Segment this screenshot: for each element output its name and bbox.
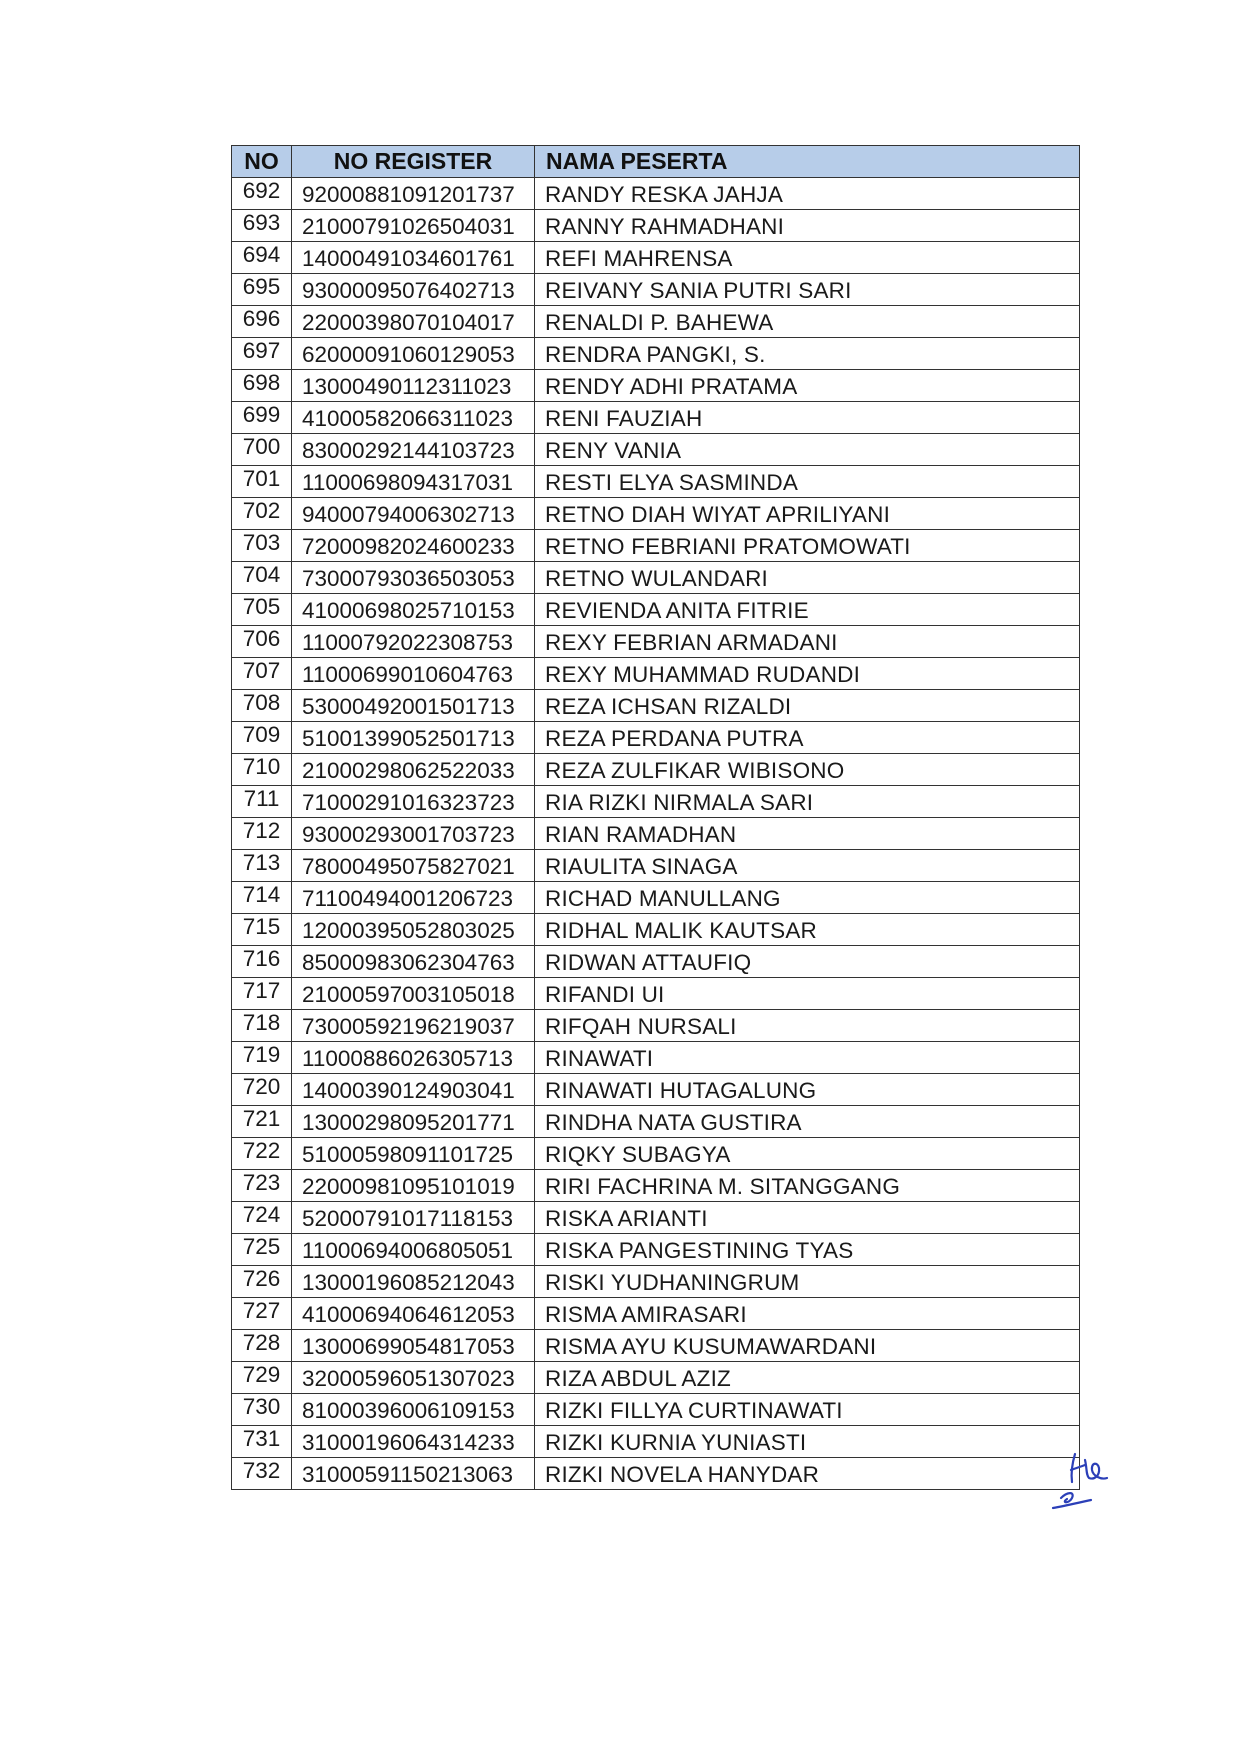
table-row: [232, 850, 1080, 882]
cell-register: 12000395052803025: [292, 914, 535, 946]
cell-no: 725: [232, 1234, 292, 1266]
cell-register: 11000694006805051: [292, 1234, 535, 1266]
cell-name: RIZA ABDUL AZIZ: [535, 1362, 1080, 1394]
cell-name: RIAULITA SINAGA: [535, 850, 1080, 882]
cell-register: 21000298062522033: [292, 754, 535, 786]
table-row: [232, 434, 1080, 466]
table-row: [232, 1298, 1080, 1330]
cell-no: 698: [232, 370, 292, 402]
cell-name: RANDY RESKA JAHJA: [535, 178, 1080, 210]
cell-register: 13000699054817053: [292, 1330, 535, 1362]
table-row: [232, 658, 1080, 690]
cell-name: REZA ICHSAN RIZALDI: [535, 690, 1080, 722]
table-body: [232, 178, 1080, 1490]
table-row: [232, 210, 1080, 242]
table-row: [232, 1362, 1080, 1394]
table-row: [232, 1170, 1080, 1202]
table-row: [232, 1266, 1080, 1298]
cell-no: 721: [232, 1106, 292, 1138]
cell-register: 73000793036503053: [292, 562, 535, 594]
cell-register: 53000492001501713: [292, 690, 535, 722]
cell-name: RIQKY SUBAGYA: [535, 1138, 1080, 1170]
table-row: [232, 1042, 1080, 1074]
handwritten-initials-icon: [1045, 1448, 1115, 1518]
cell-register: 52000791017118153: [292, 1202, 535, 1234]
cell-register: 14000491034601761: [292, 242, 535, 274]
cell-register: 83000292144103723: [292, 434, 535, 466]
cell-no: 693: [232, 210, 292, 242]
cell-register: 93000095076402713: [292, 274, 535, 306]
cell-name: RINAWATI HUTAGALUNG: [535, 1074, 1080, 1106]
table-row: [232, 1010, 1080, 1042]
table-header-row: [232, 146, 1080, 178]
header-name: NAMA PESERTA: [535, 146, 1080, 178]
cell-name: RISKA PANGESTINING TYAS: [535, 1234, 1080, 1266]
table-row: [232, 946, 1080, 978]
cell-register: 81000396006109153: [292, 1394, 535, 1426]
cell-name: RIDWAN ATTAUFIQ: [535, 946, 1080, 978]
table-row: [232, 274, 1080, 306]
cell-register: 11000698094317031: [292, 466, 535, 498]
cell-register: 31000196064314233: [292, 1426, 535, 1458]
cell-register: 11000886026305713: [292, 1042, 535, 1074]
cell-name: RIAN RAMADHAN: [535, 818, 1080, 850]
cell-name: RINAWATI: [535, 1042, 1080, 1074]
cell-name: RIZKI NOVELA HANYDAR: [535, 1458, 1080, 1490]
cell-register: 41000694064612053: [292, 1298, 535, 1330]
cell-name: RENALDI P. BAHEWA: [535, 306, 1080, 338]
cell-no: 718: [232, 1010, 292, 1042]
cell-name: RIFANDI UI: [535, 978, 1080, 1010]
cell-no: 715: [232, 914, 292, 946]
cell-name: RIZKI KURNIA YUNIASTI: [535, 1426, 1080, 1458]
cell-register: 13000490112311023: [292, 370, 535, 402]
table-row: [232, 306, 1080, 338]
cell-register: 94000794006302713: [292, 498, 535, 530]
cell-no: 697: [232, 338, 292, 370]
cell-name: RESTI ELYA SASMINDA: [535, 466, 1080, 498]
cell-name: RETNO DIAH WIYAT APRILIYANI: [535, 498, 1080, 530]
cell-register: 62000091060129053: [292, 338, 535, 370]
cell-no: 701: [232, 466, 292, 498]
cell-no: 704: [232, 562, 292, 594]
table-row: [232, 1202, 1080, 1234]
cell-no: 709: [232, 722, 292, 754]
cell-register: 72000982024600233: [292, 530, 535, 562]
cell-name: REZA PERDANA PUTRA: [535, 722, 1080, 754]
cell-name: RENI FAUZIAH: [535, 402, 1080, 434]
cell-name: RIDHAL MALIK KAUTSAR: [535, 914, 1080, 946]
cell-no: 728: [232, 1330, 292, 1362]
cell-no: 703: [232, 530, 292, 562]
cell-name: REVIENDA ANITA FITRIE: [535, 594, 1080, 626]
cell-name: RANNY RAHMADHANI: [535, 210, 1080, 242]
header-register: NO REGISTER: [292, 146, 535, 178]
cell-register: 13000196085212043: [292, 1266, 535, 1298]
cell-register: 51000598091101725: [292, 1138, 535, 1170]
table-row: [232, 1106, 1080, 1138]
cell-no: 731: [232, 1426, 292, 1458]
cell-no: 727: [232, 1298, 292, 1330]
cell-name: REFI MAHRENSA: [535, 242, 1080, 274]
cell-register: 78000495075827021: [292, 850, 535, 882]
cell-register: 22000981095101019: [292, 1170, 535, 1202]
cell-no: 730: [232, 1394, 292, 1426]
cell-register: 32000596051307023: [292, 1362, 535, 1394]
cell-register: 92000881091201737: [292, 178, 535, 210]
cell-register: 11000792022308753: [292, 626, 535, 658]
table-row: [232, 1458, 1080, 1490]
cell-register: 71000291016323723: [292, 786, 535, 818]
table-row: [232, 178, 1080, 210]
table-row: [232, 1138, 1080, 1170]
table-row: [232, 242, 1080, 274]
cell-no: 695: [232, 274, 292, 306]
cell-register: 71100494001206723: [292, 882, 535, 914]
cell-no: 724: [232, 1202, 292, 1234]
cell-register: 14000390124903041: [292, 1074, 535, 1106]
cell-name: RIRI FACHRINA M. SITANGGANG: [535, 1170, 1080, 1202]
table-row: [232, 530, 1080, 562]
cell-no: 719: [232, 1042, 292, 1074]
cell-register: 41000698025710153: [292, 594, 535, 626]
cell-register: 73000592196219037: [292, 1010, 535, 1042]
table-row: [232, 882, 1080, 914]
table-row: [232, 338, 1080, 370]
cell-name: REXY FEBRIAN ARMADANI: [535, 626, 1080, 658]
cell-name: RETNO WULANDARI: [535, 562, 1080, 594]
cell-register: 85000983062304763: [292, 946, 535, 978]
table-row: [232, 626, 1080, 658]
cell-no: 692: [232, 178, 292, 210]
cell-no: 722: [232, 1138, 292, 1170]
cell-name: REZA ZULFIKAR WIBISONO: [535, 754, 1080, 786]
cell-name: RISKI YUDHANINGRUM: [535, 1266, 1080, 1298]
table-row: [232, 786, 1080, 818]
table-row: [232, 1394, 1080, 1426]
cell-register: 31000591150213063: [292, 1458, 535, 1490]
table-row: [232, 722, 1080, 754]
table-row: [232, 402, 1080, 434]
cell-no: 714: [232, 882, 292, 914]
cell-no: 708: [232, 690, 292, 722]
cell-no: 713: [232, 850, 292, 882]
table-row: [232, 818, 1080, 850]
table-row: [232, 1426, 1080, 1458]
cell-name: REIVANY SANIA PUTRI SARI: [535, 274, 1080, 306]
table-row: [232, 466, 1080, 498]
cell-name: RIFQAH NURSALI: [535, 1010, 1080, 1042]
cell-register: 51001399052501713: [292, 722, 535, 754]
cell-name: RIA RIZKI NIRMALA SARI: [535, 786, 1080, 818]
cell-name: RENDY ADHI PRATAMA: [535, 370, 1080, 402]
cell-no: 729: [232, 1362, 292, 1394]
table-row: [232, 562, 1080, 594]
table-row: [232, 978, 1080, 1010]
table-row: [232, 1234, 1080, 1266]
cell-register: 21000791026504031: [292, 210, 535, 242]
cell-no: 732: [232, 1458, 292, 1490]
table-row: [232, 370, 1080, 402]
table-row: [232, 754, 1080, 786]
cell-name: RISMA AMIRASARI: [535, 1298, 1080, 1330]
table-row: [232, 498, 1080, 530]
cell-no: 726: [232, 1266, 292, 1298]
cell-no: 699: [232, 402, 292, 434]
cell-name: RISMA AYU KUSUMAWARDANI: [535, 1330, 1080, 1362]
cell-no: 706: [232, 626, 292, 658]
cell-name: RISKA ARIANTI: [535, 1202, 1080, 1234]
cell-register: 13000298095201771: [292, 1106, 535, 1138]
cell-no: 707: [232, 658, 292, 690]
cell-name: RETNO FEBRIANI PRATOMOWATI: [535, 530, 1080, 562]
cell-no: 694: [232, 242, 292, 274]
table-row: [232, 914, 1080, 946]
cell-no: 696: [232, 306, 292, 338]
cell-no: 710: [232, 754, 292, 786]
cell-register: 41000582066311023: [292, 402, 535, 434]
cell-no: 700: [232, 434, 292, 466]
header-no: NO: [232, 146, 292, 178]
table-row: [232, 690, 1080, 722]
cell-no: 712: [232, 818, 292, 850]
cell-name: RICHAD MANULLANG: [535, 882, 1080, 914]
cell-no: 720: [232, 1074, 292, 1106]
cell-no: 716: [232, 946, 292, 978]
cell-name: REXY MUHAMMAD RUDANDI: [535, 658, 1080, 690]
cell-no: 723: [232, 1170, 292, 1202]
cell-register: 11000699010604763: [292, 658, 535, 690]
cell-no: 705: [232, 594, 292, 626]
cell-name: RENY VANIA: [535, 434, 1080, 466]
participant-table: [231, 145, 1080, 1490]
cell-no: 702: [232, 498, 292, 530]
cell-name: RENDRA PANGKI, S.: [535, 338, 1080, 370]
cell-no: 717: [232, 978, 292, 1010]
cell-register: 22000398070104017: [292, 306, 535, 338]
table-row: [232, 1074, 1080, 1106]
cell-register: 21000597003105018: [292, 978, 535, 1010]
cell-name: RINDHA NATA GUSTIRA: [535, 1106, 1080, 1138]
table-row: [232, 594, 1080, 626]
cell-name: RIZKI FILLYA CURTINAWATI: [535, 1394, 1080, 1426]
table-row: [232, 1330, 1080, 1362]
cell-register: 93000293001703723: [292, 818, 535, 850]
cell-no: 711: [232, 786, 292, 818]
